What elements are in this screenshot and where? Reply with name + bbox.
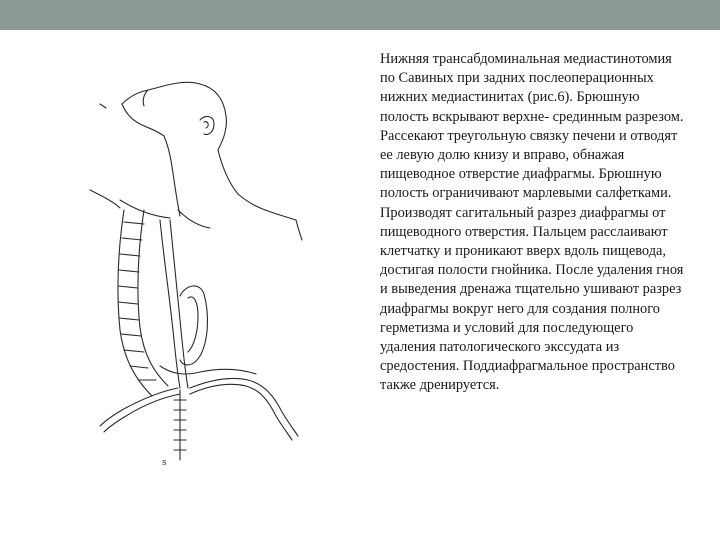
esophagus-outline xyxy=(160,220,180,388)
left-drain-tube xyxy=(100,388,178,426)
head-outline xyxy=(100,104,106,108)
top-band xyxy=(0,0,720,30)
diaphragm-outline xyxy=(160,366,256,374)
figure-label: s xyxy=(162,458,167,468)
anatomical-drawing-icon xyxy=(60,70,360,490)
anatomical-illustration xyxy=(60,70,360,490)
slide-text: Нижняя трансабдоминальная медиастинотомия по Савиных при задних послеоперационных нижних медиастинитах (рис.6). Брюшную полость вскрывают верхне- срединным разрезом. Рассекают треугольную связку печени и отводят ее левую долю книзу и вправо, обнажая пищеводное отверстие диафрагмы. Брюшную полость ограничивают марлевыми салфетками. Производят сагитальный разрез диафрагмы от пищеводного отверстия. Пальцем расслаивают клетчатку и проникают вверх вдоль пищевода, достигая полости гнойника. После удаления гноя и выведения дренажа тщательно ушивают разрез диафрагмы вокруг него для создания полного герметизма и условий для последующего удаления патологического экссудата из средостения. Поддиафрагмальное пространство также дренируется. xyxy=(380,51,684,394)
right-drain-tube xyxy=(190,378,298,436)
